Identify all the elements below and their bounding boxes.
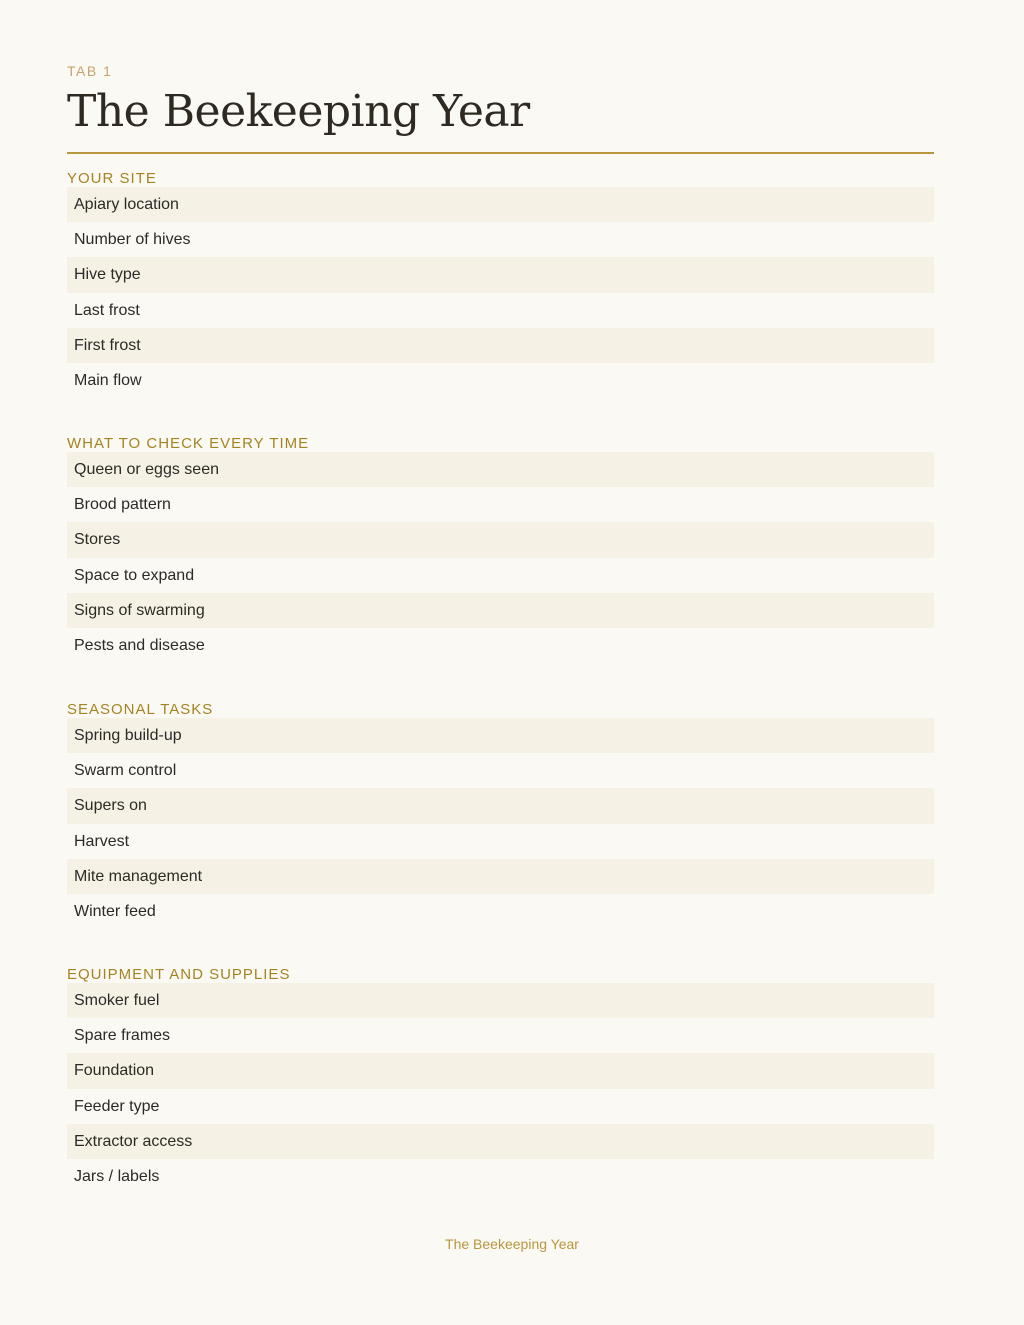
list-item: Queen or eggs seen xyxy=(67,452,934,487)
list-item: Pests and disease xyxy=(74,636,205,654)
list-item: Smoker fuel xyxy=(67,983,934,1018)
section-list xyxy=(67,452,934,663)
list-item: Mite management xyxy=(67,859,934,894)
list-item: Main flow xyxy=(74,371,142,389)
list-item: First frost xyxy=(67,328,934,363)
list-item: Spring build-up xyxy=(67,718,934,753)
list-item: Signs of swarming xyxy=(67,593,934,628)
section-list xyxy=(67,983,934,1194)
section-seasonal-tasks xyxy=(67,701,934,929)
section-equipment xyxy=(67,966,934,1194)
list-item: Harvest xyxy=(74,832,130,850)
section-heading: EQUIPMENT AND SUPPLIES xyxy=(67,966,291,983)
section-heading: YOUR SITE xyxy=(67,170,157,187)
list-item: Stores xyxy=(67,522,934,557)
list-item: Last frost xyxy=(74,301,140,319)
list-item: Extractor access xyxy=(67,1124,934,1159)
list-item: Foundation xyxy=(67,1053,934,1088)
section-list xyxy=(67,718,934,929)
list-item: Swarm control xyxy=(74,762,177,780)
tab-label: TAB 1 xyxy=(67,63,113,79)
list-item: Number of hives xyxy=(74,231,191,249)
list-item: Winter feed xyxy=(74,902,156,920)
list-item: Supers on xyxy=(67,788,934,823)
list-item: Brood pattern xyxy=(74,496,171,514)
list-item: Jars / labels xyxy=(74,1167,160,1185)
page-footer: The Beekeeping Year xyxy=(445,1236,579,1252)
section-list xyxy=(67,187,934,398)
section-heading: WHAT TO CHECK EVERY TIME xyxy=(67,435,310,452)
section-what-to-check xyxy=(67,435,934,663)
list-item: Space to expand xyxy=(74,566,195,584)
list-item: Hive type xyxy=(67,257,934,292)
section-your-site xyxy=(67,170,934,398)
list-item: Spare frames xyxy=(74,1027,171,1045)
section-heading: SEASONAL TASKS xyxy=(67,701,214,718)
list-item: Feeder type xyxy=(74,1097,160,1115)
list-item: Apiary location xyxy=(67,187,934,222)
title-divider xyxy=(67,152,934,154)
page-title: The Beekeeping Year xyxy=(67,86,530,137)
